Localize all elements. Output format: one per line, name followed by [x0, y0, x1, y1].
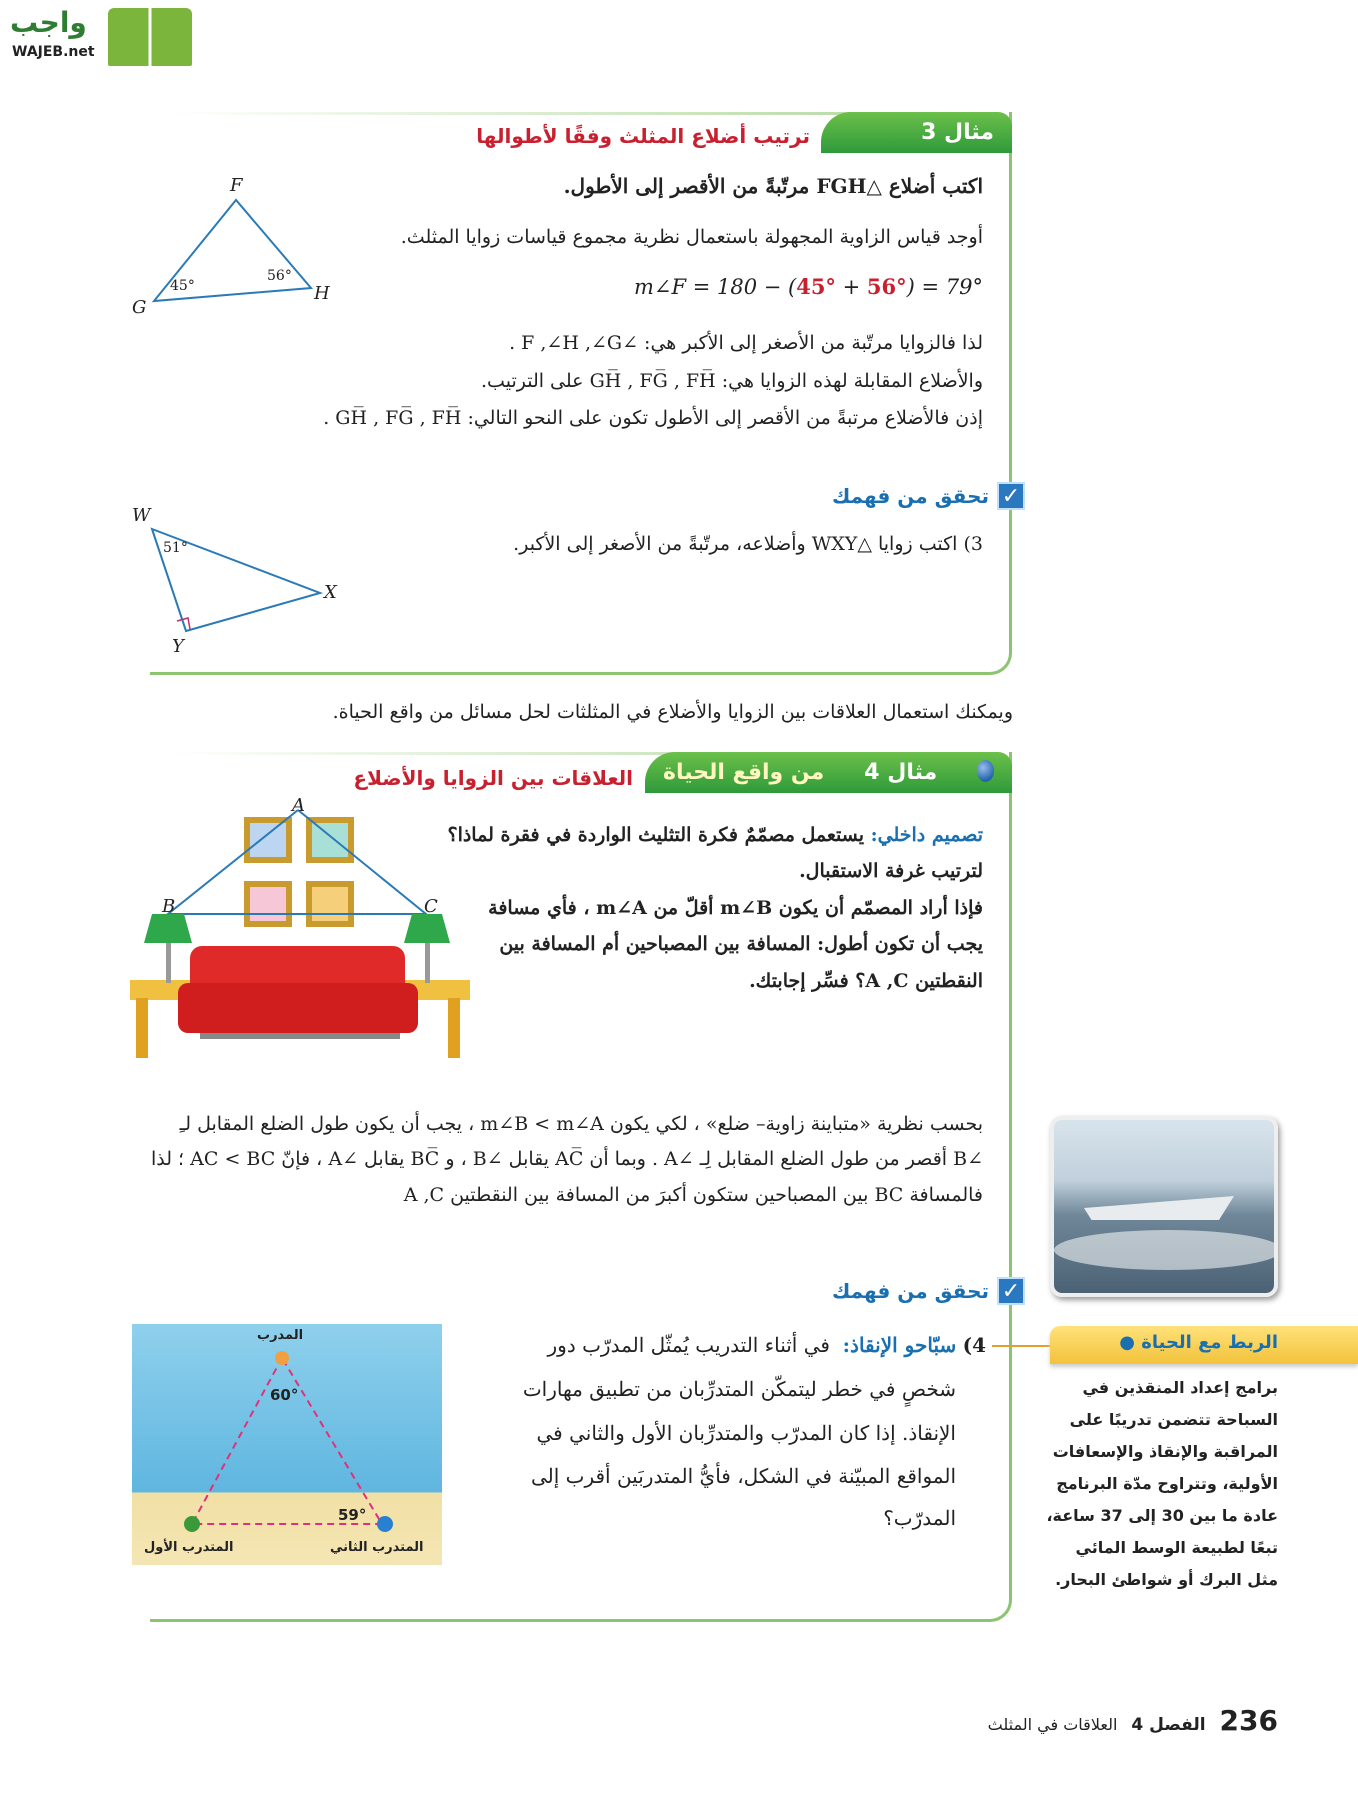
- solution-line-1: بحسب نظرية «متباينة زاوية– ضلع» ، لكي يكون m∠B < m∠A ، يجب أن يكون طول الضلع المقابل لـِ: [179, 1113, 983, 1135]
- logo-text: واجب: [10, 6, 87, 39]
- trainer-label: المدرب: [257, 1328, 304, 1343]
- vertex-w: W: [132, 505, 151, 526]
- checkmark-icon: ✓: [997, 482, 1025, 510]
- angle-59: 59°: [338, 1506, 367, 1524]
- vertex-y: Y: [172, 636, 184, 657]
- logo-latin: WAJEB.net: [12, 44, 95, 60]
- example-4-question-line-3: فإذا أراد المصمّم أن يكون m∠B أقلّ من m∠A ، فأي مسافة: [488, 897, 983, 919]
- vertex-f: F: [230, 175, 243, 196]
- angle-g: 45°: [170, 278, 195, 294]
- check-label: تحقق من فهمك: [832, 1279, 989, 1303]
- check-understanding-1: [832, 482, 1025, 510]
- page-number: 236: [1219, 1704, 1278, 1737]
- check-understanding-2: [832, 1277, 1025, 1305]
- life-text-5: عادة ما بين 30 إلى 37 ساعة،: [1046, 1506, 1278, 1525]
- triangle-wxy: [128, 505, 343, 655]
- question-4-line-1: 4) سبّاحو الإنقاذ: في أثناء التدريب يُمثّل المدرّب دور: [547, 1333, 986, 1357]
- life-text-2: السباحة تتضمن تدريبًا على: [1069, 1410, 1278, 1429]
- question-4-line-4: المواقع المبيّنة في الشكل، فأيُّ المتدربَين أقرب إلى: [530, 1464, 956, 1488]
- life-text-6: تبعًا لطبيعة الوسط المائي: [1075, 1538, 1278, 1557]
- opposite-sides: والأضلاع المقابلة لهذه الزوايا هي: GH̅ , FG̅ , FH̅ على الترتيب.: [481, 370, 983, 392]
- question-4-line-3: الإنقاذ. إذا كان المدرّب والمتدرِّبان الأول والثاني في: [536, 1421, 956, 1445]
- equation: m∠F = 180 − (45° + 56°) = 79°: [633, 274, 983, 299]
- solution-line-2: ∠B أقصر من طول الضلع المقابل لِـ ∠A . وبما أن AC̅ يقابل ∠B ، و BC̅ يقابل ∠A ، فإنّ AC < BC ؛ لذا: [150, 1148, 983, 1170]
- wajeb-logo: [8, 6, 193, 68]
- question-3: 3) اكتب زوايا △WXY وأضلاعه، مرتّبةً من الأصغر إلى الأكبر.: [513, 533, 983, 555]
- life-connection-header: الربط مع الحياة ●: [1050, 1326, 1358, 1364]
- rescue-boat-photo: [1050, 1116, 1278, 1297]
- bridge-text: ويمكنك استعمال العلاقات بين الزوايا والأضلاع في المثلثات لحل مسائل من واقع الحياة.: [332, 701, 1013, 723]
- vertex-g: G: [132, 297, 147, 318]
- globe-icon: [977, 760, 994, 782]
- first-trainee-label: المتدرب الأول: [144, 1540, 234, 1555]
- checkmark-icon: ✓: [997, 1277, 1025, 1305]
- life-text-4: الأولية، وتتراوح مدّة البرنامج: [1056, 1474, 1278, 1493]
- example-4-title: العلاقات بين الزوايا والأضلاع: [353, 766, 633, 790]
- chapter-label: الفصل 4: [1131, 1715, 1206, 1735]
- example-3-step: أوجد قياس الزاوية المجهولة باستعمال نظرية مجموع قياسات زوايا المثلث.: [400, 226, 983, 248]
- chapter-title: العلاقات في المثلث: [987, 1715, 1118, 1734]
- angle-60: 60°: [270, 1386, 299, 1404]
- connector-line: [992, 1345, 1050, 1347]
- life-text-1: برامج إعداد المنقذين في: [1082, 1378, 1278, 1397]
- solution-line-3: فالمسافة BC بين المصباحين ستكون أكبرَ من المسافة بين النقطتين A ,C: [403, 1184, 983, 1206]
- triangle-fgh: [128, 175, 338, 320]
- example-4-label: مثال 4 من واقع الحياة: [645, 752, 1012, 793]
- life-text-7: مثل البرك أو شواطئ البحار.: [1055, 1570, 1278, 1589]
- angle-h: 56°: [267, 268, 292, 284]
- angles-order: لذا فالزوايا مرتّبة من الأصغر إلى الأكبر هي: ∠F ,∠H ,∠G .: [509, 332, 983, 354]
- example-4-question-line-2: لترتيب غرفة الاستقبال.: [799, 860, 983, 882]
- book-icon: [108, 8, 192, 66]
- question-4-line-2: شخصٍ في خطر ليتمكّن المتدرِّبان من تطبيق مهارات: [522, 1377, 956, 1401]
- point-c: C: [424, 896, 438, 917]
- example-4-question-line-1: تصميم داخلي: يستعمل مصمّمٌ فكرة التثليث الواردة في فقرة لماذا؟: [447, 824, 983, 846]
- question-4-line-5: المدرّب؟: [883, 1506, 956, 1530]
- living-room-figure: [130, 798, 470, 1063]
- page-footer: [988, 1704, 1278, 1737]
- second-trainee-label: المتدرب الثاني: [330, 1540, 424, 1555]
- vertex-x: X: [324, 582, 337, 603]
- check-label: تحقق من فهمك: [832, 484, 989, 508]
- angle-w: 51°: [163, 540, 188, 556]
- example-4-question-line-4: يجب أن تكون أطول: المسافة بين المصباحين أم المسافة بين: [499, 933, 983, 955]
- point-b: B: [162, 896, 176, 917]
- point-a: A: [292, 795, 305, 816]
- example-4-question-line-5: النقطتين A ,C؟ فسِّر إجابتك.: [749, 970, 983, 992]
- example-3-label: مثال 3: [821, 112, 1012, 153]
- pool-figure: [132, 1324, 442, 1565]
- example-3-question: اكتب أضلاع △FGH مرتّبةً من الأقصر إلى الأطول.: [563, 174, 983, 198]
- example-3-title: ترتيب أضلاع المثلث وفقًا لأطوالها: [476, 124, 810, 148]
- globe-icon: ●: [1119, 1332, 1135, 1353]
- vertex-h: H: [314, 283, 330, 304]
- sides-order: إذن فالأضلاع مرتبةً من الأقصر إلى الأطول تكون على النحو التالي: GH̅ , FG̅ , FH̅ .: [323, 407, 983, 429]
- life-text-3: المراقبة والإنقاذ والإسعافات: [1052, 1442, 1278, 1461]
